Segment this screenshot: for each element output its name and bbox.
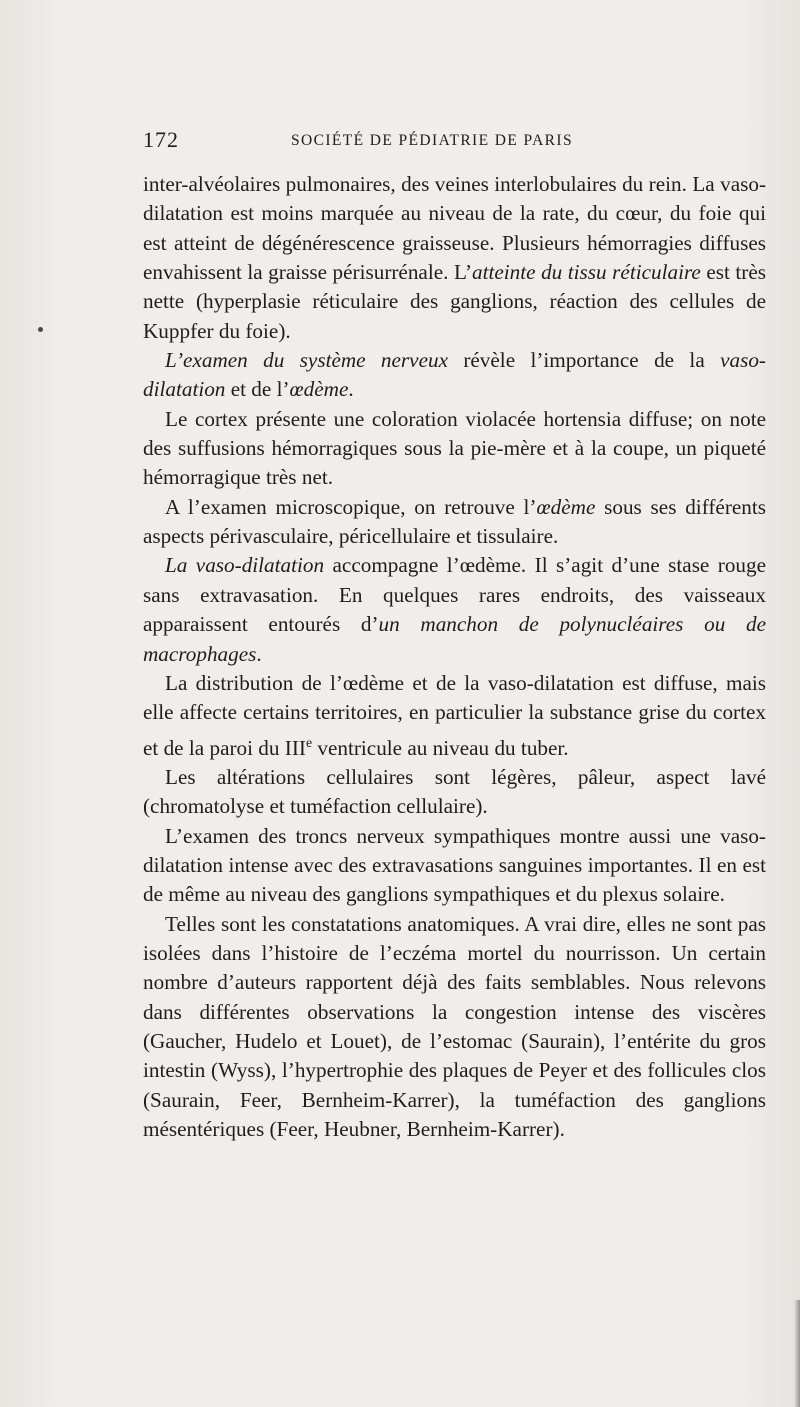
italic-run: La vaso-dilatation: [165, 553, 325, 578]
paragraph: [143, 551, 766, 668]
running-head: SOCIÉTÉ DE PÉDIATRIE DE PARIS: [291, 132, 574, 149]
page-number: 172: [143, 127, 179, 152]
margin-mark: [38, 327, 43, 332]
paragraph: [143, 493, 766, 552]
text-run: ventricule au niveau du tuber.: [312, 735, 569, 760]
paragraph: [143, 346, 766, 405]
paragraph: [143, 763, 766, 822]
paragraph: [143, 822, 766, 910]
paragraph: [143, 170, 766, 346]
paragraph: [143, 405, 766, 493]
text-run: est très nette (hyperplasie réticulaire des ganglions, réaction des cellules de Kuppfer du foie).: [143, 260, 766, 343]
page-header: [143, 127, 648, 159]
italic-run: œdème: [536, 494, 596, 519]
italic-run: œdème: [289, 377, 349, 402]
text-run: Telles sont les constatations anatomiques. A vrai dire, elles ne sont pas isolées dans l’histoire de l’eczéma mortel du nourrisson. Un certain nombre d’auteurs rapportent déjà des faits semblables. Nous relevons dans différentes observations la congestion intense des viscères (Gaucher, Hudelo et Louet), de l’estomac (Saurain), l’entérite du gros intestin (Wyss), l’hypertrophie des plaques de Peyer et des follicules clos (Saurain, Feer, Bernheim-Karrer), la tuméfaction des ganglions mésentériques (Feer, Heubner, Bernheim-Karrer).: [143, 911, 766, 1142]
body-text: [143, 170, 766, 1144]
paragraph: [143, 910, 766, 1145]
text-run: et de l’: [225, 377, 290, 402]
italic-run: un manchon de polynucléaires ou de macrophages: [143, 612, 766, 666]
text-run: L’examen des troncs nerveux sympathiques montre aussi une vaso-dilatation intense avec des extravasations sanguines importantes. Il en est de même au niveau des ganglions sympathiques et du plexus solaire.: [143, 823, 766, 907]
italic-run: atteinte du tissu réticulaire: [472, 260, 701, 285]
text-run: accompagne l’œdème. Il s’agit d’une stase rouge sans extravasation. En quelques rares endroits, des vaisseaux apparaissent entourés d’: [143, 553, 766, 637]
text-run: sous ses différents aspects périvasculaire, péricellulaire et tissulaire.: [143, 494, 767, 549]
text-run: Les altérations cellulaires sont légères, pâleur, aspect lavé (chromatolyse et tuméfaction cellulaire).: [143, 764, 766, 819]
italic-run: vaso-dilatation: [143, 348, 766, 402]
text-run: e: [305, 734, 313, 750]
italic-run: L’examen du système nerveux: [165, 348, 448, 373]
page-edge-shadow: [794, 1300, 800, 1407]
text-run: La distribution de l’œdème et de la vaso-dilatation est diffuse, mais elle affecte certains territoires, en particulier la substance grise du cortex et de la paroi du III: [143, 670, 766, 760]
text-run: L’: [453, 260, 473, 285]
text-run: Le cortex présente une coloration violacée hortensia diffuse; on note des suffusions hémorragiques sous la pie-mère et à la coupe, un piqueté hémorragique très net.: [143, 406, 766, 490]
text-run: inter-alvéolaires pulmonaires, des veines interlobulaires du rein. La vaso-dilatation est moins marquée au niveau de la rate, du cœur, du foie qui est atteint de dégénérescence graisseuse. Plusieurs hémorragies diffuses envahissent la graisse périsurrénale.: [143, 172, 766, 285]
text-run: révèle l’importance de la: [447, 348, 721, 373]
text-run: .: [348, 377, 354, 402]
text-run: A l’examen microscopique, on retrouve l’: [165, 494, 537, 519]
text-run: .: [256, 641, 262, 666]
paragraph: [143, 669, 766, 763]
